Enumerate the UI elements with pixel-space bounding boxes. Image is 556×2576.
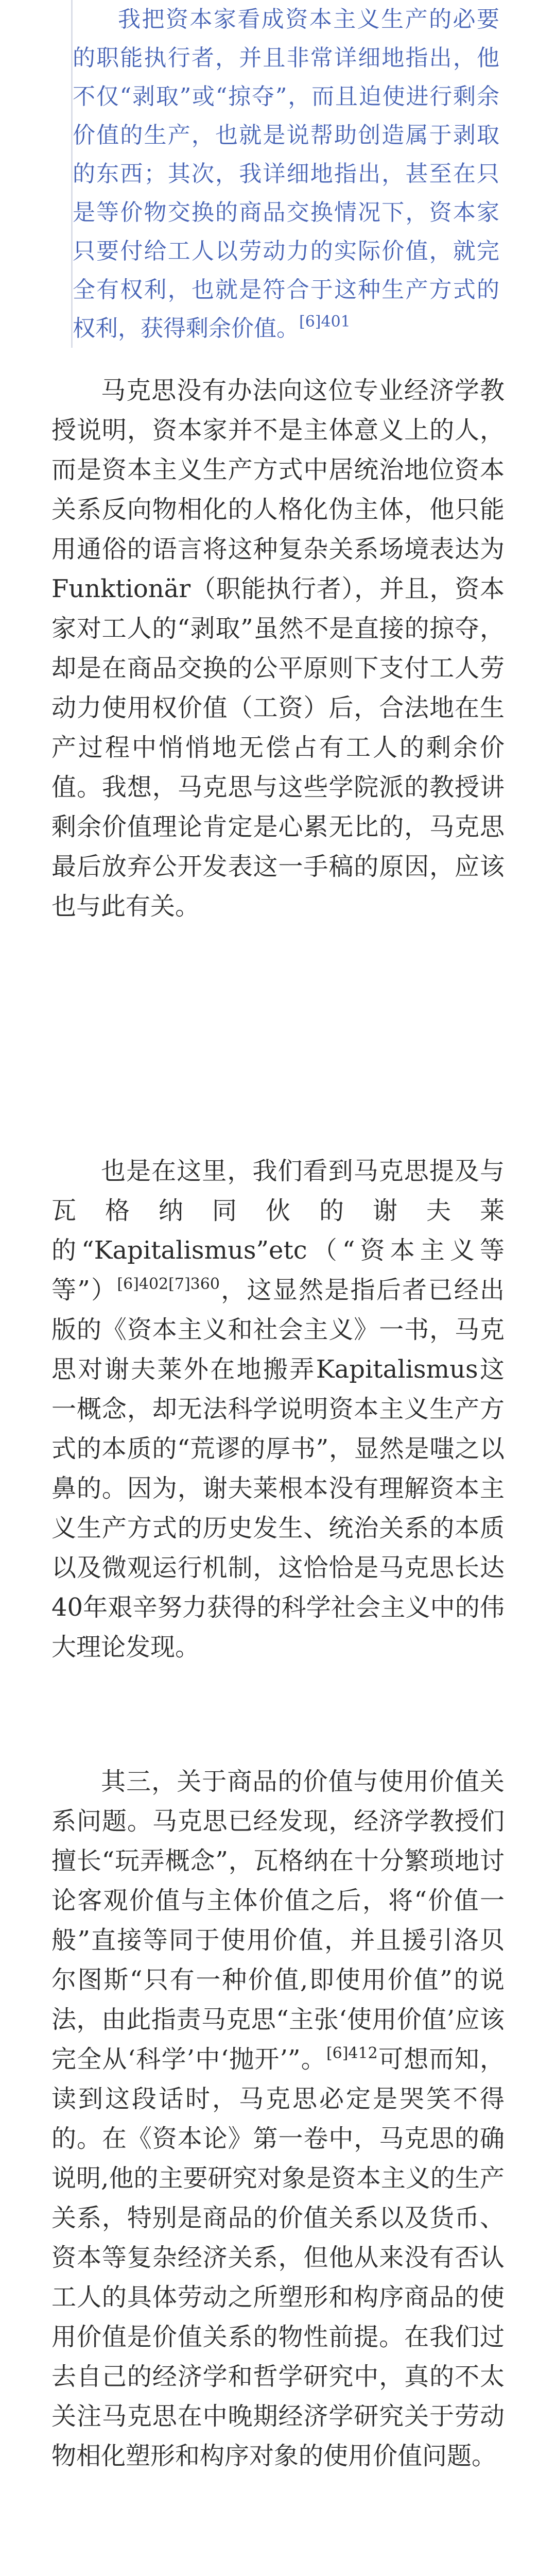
paragraph-1-text: 马克思没有办法向这位专业经济学教授说明，资本家并不是主体意义上的人，而是资本主义生产方式中居统治地位资本关系反向物相化的人格化伪主体，他只能用通俗的语言将这种复杂关系场境表达为Funktionär（职能执行者），并且，资本家对工人的“剥取”虽然不是直接的掠夺，却是在商品交换的公平原则下支付工人劳动力使用权价值（工资）后，合法地在生产过程中悄悄地无偿占有工人的剩余价值。我想，马克思与这些学院派的教授讲剩余价值理论肯定是心累无比的，马克思最后放弃公开发表这一手稿的原因，应该也与此有关。 xyxy=(51,376,505,921)
quote-paragraph xyxy=(73,0,499,348)
body-paragraph-3 xyxy=(51,1762,505,2476)
paragraph-2-reference: [6]402[7]360 xyxy=(117,1275,220,1293)
paragraph-3-reference: [6]412 xyxy=(326,2044,378,2062)
body-paragraph-1 xyxy=(51,371,505,926)
paragraph-2-text-b: ，这显然是指后者已经出版的《资本主义和社会主义》一书，马克思对谢夫莱外在地搬弄Kapitalismus这一概念，却无法科学说明资本主义生产方式的本质的“荒谬的厚书”，显然是嗤之以鼻的。因为，谢夫莱根本没有理解资本主义生产方式的历史发生、统治关系的本质以及微观运行机制，这恰恰是马克思长达40年艰辛努力获得的科学社会主义中的伟大理论发现。 xyxy=(51,1276,505,1662)
quote-reference: [6]401 xyxy=(299,313,351,331)
paragraph-2-text-a: 也是在这里，我们看到马克思提及与瓦格纳同伙的谢夫莱的“Kapitalismus”etc（“资本主义等等”） xyxy=(51,1157,505,1304)
body-paragraph-2 xyxy=(51,1151,505,1667)
paragraph-3-text-a: 其三，关于商品的价值与使用价值关系问题。马克思已经发现，经济学教授们擅长“玩弄概念”，瓦格纳在十分繁琐地讨论客观价值与主体价值之后，将“价值一般”直接等同于使用价值，并且援引洛贝尔图斯“只有一种价值,即使用价值”的说法，由此指责马克思“主张‘使用价值’应该完全从‘科学’中‘抛开’”。 xyxy=(51,1767,505,2074)
block-quote xyxy=(71,0,499,348)
paragraph-3-text-b: 可想而知，读到这段话时，马克思必定是哭笑不得的。在《资本论》第一卷中，马克思的确说明,他的主要研究对象是资本主义的生产关系，特别是商品的价值关系以及货币、资本等复杂经济关系，但他从来没有否认工人的具体劳动之所塑形和构序商品的使用价值是价值关系的物性前提。在我们过去自己的经济学和哲学研究中，真的不太关注马克思在中晚期经济学研究关于劳动物相化塑形和构序对象的使用价值问题。 xyxy=(51,2045,505,2470)
quote-text: 我把资本家看成资本主义生产的必要的职能执行者，并且非常详细地指出，他不仅“剥取”或“掠夺”，而且迫使进行剩余价值的生产，也就是说帮助创造属于剥取的东西；其次，我详细地指出，甚至在只是等价物交换的商品交换情况下，资本家只要付给工人以劳动力的实际价值，就完全有权利，也就是符合于这种生产方式的权利，获得剩余价值。 xyxy=(73,6,499,342)
